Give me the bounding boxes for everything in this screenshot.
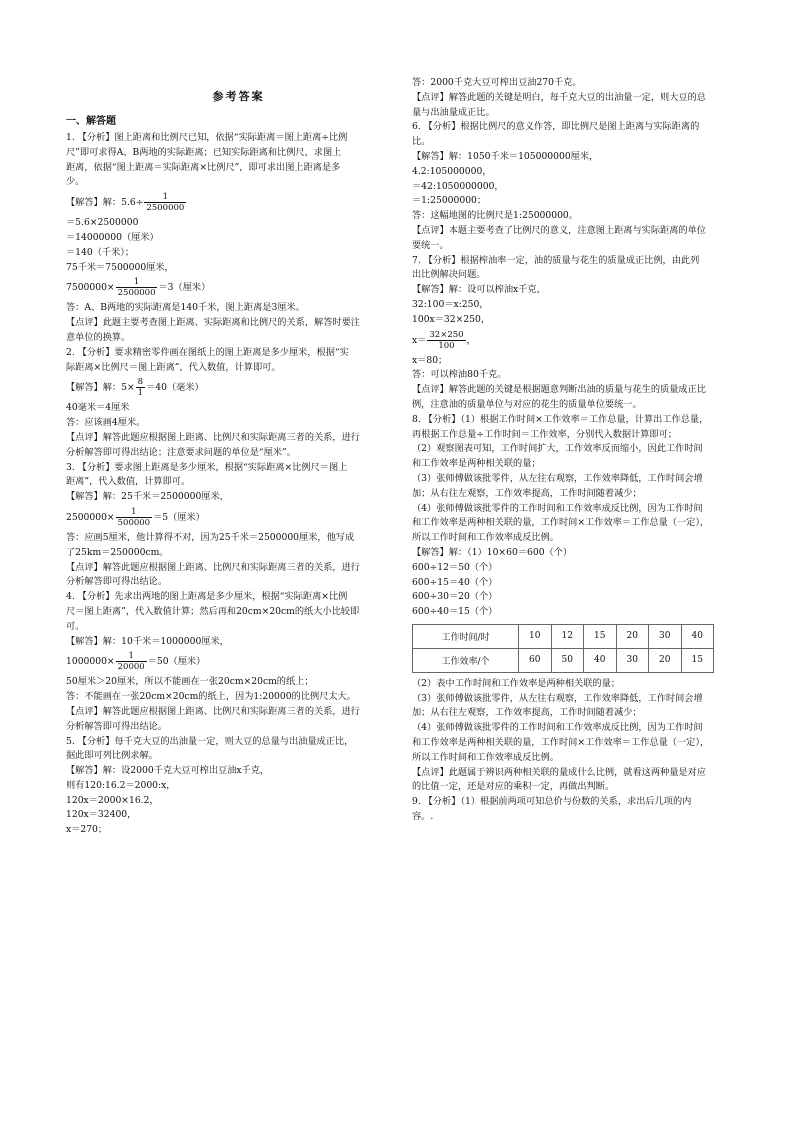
q3-comment: 【点评】解答此题应根据图上距离、比例尺和实际距离三者的关系，进行 xyxy=(66,561,360,573)
q6-analysis-line: 比。 xyxy=(412,136,431,148)
q1-step-text: 【解答】解：5.6÷ xyxy=(66,197,144,209)
q1-solution-step xyxy=(66,190,411,216)
fraction-denominator: 2500000 xyxy=(146,203,185,214)
q8-solution-step: 加；从右往左观察，工作效率提高，工作时间随着减少； xyxy=(412,707,642,719)
q4-solution-step: 【解答】解：10千米＝1000000厘米， xyxy=(66,635,229,647)
q2-comment: 【点评】解答此题应根据图上距离、比例尺和实际距离三者的关系，进行 xyxy=(66,431,360,443)
q8-analysis-line: （2）观察图表可知，工作时间扩大，工作效率反而缩小，因此工作时间 xyxy=(412,443,703,455)
q4-step-text: ＝50（厘米） xyxy=(147,656,206,668)
q3-solution-step: 【解答】解：25千米＝2500000厘米， xyxy=(66,491,229,503)
q4-answer: 答：不能画在一张20cm×20cm的纸上，因为1:20000的比例尺太大。 xyxy=(66,691,356,703)
fraction xyxy=(116,277,158,298)
q6-analysis-line: 6. 【分析】根据比例尺的意义作答，即比例尺是图上距离与实际距离的 xyxy=(412,121,700,133)
table-cell: 40 xyxy=(681,624,714,648)
q7-solution-step: 【解答】解：设可以榨油x千克， xyxy=(412,284,546,296)
q7-solution-step: 100x＝32×250， xyxy=(412,313,491,325)
q6-solution-step: 【解答】解：1050千米＝105000000厘米， xyxy=(412,150,599,162)
table-row-header: 工作效率/个 xyxy=(413,648,519,672)
q8-comment: 【点评】此题属于辨识两种相关联的量成什么比例，就看这两种量是对应 xyxy=(412,766,706,778)
q6-solution-step: ＝42:1050000000， xyxy=(412,180,504,192)
table-cell: 60 xyxy=(519,648,552,672)
q4-comment: 【点评】解答此题应根据图上距离、比例尺和实际距离三者的关系，进行 xyxy=(66,705,360,717)
q1-step-text: 7500000× xyxy=(66,282,115,294)
q8-analysis-line: 和工作效率是两种相关联的量； xyxy=(412,458,541,470)
q3-answer: 答：应画5厘米，他计算得不对，因为25千米＝2500000厘米，他写成 xyxy=(66,531,355,543)
table-cell: 15 xyxy=(584,624,617,648)
q9-analysis-line: 容。. xyxy=(412,811,434,823)
fraction xyxy=(116,651,147,672)
q5-answer: 答：2000千克大豆可榨出豆油270千克。 xyxy=(412,77,582,88)
q5-solution-step: x＝270； xyxy=(66,824,108,836)
q6-comment: 【点评】本题主要考查了比例尺的意义，注意图上距离与实际距离的单位 xyxy=(412,224,706,236)
q6-answer: 答：这幅地图的比例尺是1:25000000。 xyxy=(412,210,578,222)
q4-step-text: 1000000× xyxy=(66,656,115,668)
q8-analysis-line: 和工作效率是两种相关联的量，工作时间×工作效率＝工作总量（一定）， xyxy=(412,517,710,529)
q1-comment: 意单位的换算。 xyxy=(66,331,131,343)
q4-analysis-line: 4. 【分析】先求出两地的图上距离是多少厘米，根据“实际距离×比例 xyxy=(66,591,348,603)
page-title: 参考答案 xyxy=(212,90,265,103)
q2-answer: 答：应该画4厘米。 xyxy=(66,417,146,429)
q1-solution-step: ＝5.6×2500000 xyxy=(66,217,139,229)
q7-comment: 【点评】解答此题的关键是根据题意判断出油的质量与花生的质量成正比 xyxy=(412,384,706,396)
q3-step-text: ＝5（厘米） xyxy=(153,511,205,523)
q7-step-text: ， xyxy=(466,334,476,346)
table-cell: 50 xyxy=(551,648,584,672)
q1-analysis-line: 距离，依据“图上距离＝实际距离×比例尺”，即可求出图上距离是多 xyxy=(66,161,341,173)
q5-solution-step: 【解答】解：设2000千克大豆可榨出豆油x千克， xyxy=(66,765,270,777)
q2-analysis-line: 际距离×比例尺＝图上距离”，代入数值，计算即可。 xyxy=(66,361,281,373)
fraction-denominator: 1 xyxy=(137,388,144,399)
q4-solution-step xyxy=(66,649,411,675)
q5-comment: 量与出油量成正比。 xyxy=(412,106,495,118)
q7-solution-step: x＝80； xyxy=(412,354,448,366)
q1-analysis-line: 尺”即可求得A、B两地的实际距离；已知实际距离和比例尺，求图上 xyxy=(66,146,342,158)
q3-solution-step xyxy=(66,505,411,531)
fraction-numerator: 1 xyxy=(116,277,158,288)
q8-solution-step: （3）张师傅做该批零件，从左往右观察，工作效率降低，工作时间会增 xyxy=(412,692,703,704)
q8-analysis-line: 再根据工作总量÷工作时间＝工作效率，分别代入数据计算即可； xyxy=(412,428,677,440)
left-column xyxy=(66,80,411,838)
q6-solution-step: ＝1:25000000； xyxy=(412,195,487,207)
q1-comment: 【点评】此题主要考查图上距离、实际距离和比例尺的关系，解答时要注 xyxy=(66,317,360,329)
q5-solution-step: 120x＝32400， xyxy=(66,809,137,821)
q8-solution-step: 600÷40＝15（个） xyxy=(412,606,498,618)
q8-solution-step: 所以工作时间和工作效率成反比例。 xyxy=(412,751,559,763)
q7-comment: 例，注意油的质量单位与对应的花生的质量单位要统一。 xyxy=(412,398,642,410)
q7-solution-step: 32:100＝x:250， xyxy=(412,298,489,310)
table-cell: 12 xyxy=(551,624,584,648)
q4-solution-step: 50厘米＞20厘米，所以不能画在一张20cm×20cm的纸上； xyxy=(66,676,314,688)
fraction-numerator: 32×250 xyxy=(429,329,464,340)
fraction-denominator: 500000 xyxy=(117,517,151,528)
fraction xyxy=(136,377,145,398)
q3-answer: 了25km＝250000cm。 xyxy=(66,546,169,558)
q2-analysis-line: 2. 【分析】要求精密零件画在图纸上的图上距离是多少厘米，根据“实 xyxy=(66,346,349,358)
table-cell: 10 xyxy=(519,624,552,648)
q8-analysis-line: （4）张师傅做该批零件的工作时间和工作效率成反比例，因为工作时间 xyxy=(412,502,703,514)
fraction xyxy=(116,507,152,528)
table-cell: 15 xyxy=(681,648,714,672)
q8-solution-step: 600÷12＝50（个） xyxy=(412,561,498,573)
fraction-numerator: 1 xyxy=(116,651,147,662)
q8-analysis-line: 8. 【分析】（1）根据工作时间×工作效率＝工作总量，计算出工作总量， xyxy=(412,413,709,425)
q3-analysis-line: 3. 【分析】要求图上距离是多少厘米，根据“实际距离×比例尺＝图上 xyxy=(66,461,348,473)
q7-analysis-line: 7. 【分析】根据榨油率一定，油的质量与花生的质量成正比例，由此列 xyxy=(412,254,700,266)
q7-analysis-line: 出比例解决问题。 xyxy=(412,269,486,281)
q3-step-text: 2500000× xyxy=(66,511,115,523)
table-row-header: 工作时间/时 xyxy=(413,624,519,648)
table-cell: 30 xyxy=(649,624,682,648)
table-row xyxy=(413,648,714,672)
q3-comment: 分析解答即可得出结论。 xyxy=(66,576,168,588)
table-cell: 20 xyxy=(649,648,682,672)
q6-solution-step: 4.2:105000000， xyxy=(412,165,492,177)
q8-solution-step: （2）表中工作时间和工作效率是两种相关联的量； xyxy=(412,677,620,689)
q8-solution-step: （4）张师傅做该批零件的工作时间和工作效率成反比例，因为工作时间 xyxy=(412,722,703,734)
q2-solution-step: 40毫米＝4厘米 xyxy=(66,402,130,414)
fraction-denominator: 20000 xyxy=(117,662,145,673)
table-cell: 30 xyxy=(616,648,649,672)
q1-solution-step: ＝140（千米）； xyxy=(66,246,135,258)
q8-solution-step: 和工作效率是两种相关联的量，工作时间×工作效率＝工作总量（一定）， xyxy=(412,737,710,749)
q2-comment: 分析解答即可得出结论；注意要求问题的单位是“厘米”。 xyxy=(66,446,296,458)
q1-step-text: ＝3（厘米） xyxy=(158,282,211,294)
q1-analysis-line: 少。 xyxy=(66,176,85,188)
q1-solution-step xyxy=(66,275,411,301)
q2-step-text: ＝40（毫米） xyxy=(146,382,204,394)
fraction-denominator: 2500000 xyxy=(117,288,156,299)
q2-step-text: 【解答】解：5× xyxy=(66,382,135,394)
q1-answer: 答：A、B两地的实际距离是140千米，图上距离是3厘米。 xyxy=(66,302,305,314)
q4-analysis-line: 尺＝图上距离”，代入数值计算；然后再和20cm×20cm的纸大小比较即 xyxy=(66,605,360,617)
q5-comment: 【点评】解答此题的关键是明白，每千克大豆的出油量一定，则大豆的总 xyxy=(412,91,706,103)
q8-analysis-line: 加；从右往左观察，工作效率提高，工作时间随着减少； xyxy=(412,487,642,499)
q7-solution-step xyxy=(412,328,757,354)
q4-analysis-line: 可。 xyxy=(66,620,85,632)
right-column xyxy=(412,76,757,825)
table-cell: 40 xyxy=(584,648,617,672)
q4-comment: 分析解答即可得出结论。 xyxy=(66,720,168,732)
fraction-denominator: 100 xyxy=(438,340,455,351)
q3-analysis-line: 距离”，代入数值，计算即可。 xyxy=(66,476,191,488)
q2-solution-step xyxy=(66,375,411,401)
fraction-numerator: 1 xyxy=(144,192,186,203)
q5-solution-step: 则有120:16.2＝2000:x， xyxy=(66,779,176,791)
q1-analysis-line: 1. 【分析】图上距离和比例尺已知，依据“实际距离＝图上距离÷比例 xyxy=(66,132,348,143)
q1-solution-step: 75千米＝7500000厘米， xyxy=(66,261,174,273)
q8-solution-step: 600÷30＝20（个） xyxy=(412,591,498,603)
q7-step-text: x＝ xyxy=(412,334,427,346)
q7-answer: 答：可以榨油80千克。 xyxy=(412,369,507,381)
work-table xyxy=(412,624,714,673)
fraction xyxy=(144,192,186,213)
q8-analysis-line: （3）张师傅做该批零件，从左往右观察，工作效率降低，工作时间会增 xyxy=(412,472,703,484)
q6-comment: 要统一。 xyxy=(412,239,449,251)
q8-solution-step: 【解答】解：（1）10×60＝600（个） xyxy=(412,546,573,558)
fraction-numerator: 1 xyxy=(116,507,152,518)
section-heading: 一、解答题 xyxy=(66,116,116,127)
fraction xyxy=(427,330,465,351)
q8-comment: 的比值一定，还是对应的乘积一定，再做出判断。 xyxy=(412,781,615,793)
q1-solution-step: ＝14000000（厘米） xyxy=(66,231,159,243)
q5-analysis-line: 据此即可列比例求解。 xyxy=(66,750,158,762)
table-row xyxy=(413,624,714,648)
q9-analysis-line: 9. 【分析】（1）根据前两项可知总价与份数的关系，求出后几项的内 xyxy=(412,796,692,808)
q8-solution-step: 600÷15＝40（个） xyxy=(412,576,498,588)
table-cell: 20 xyxy=(616,624,649,648)
q8-analysis-line: 所以工作时间和工作效率成反比例。 xyxy=(412,532,559,544)
q5-analysis-line: 5. 【分析】每千克大豆的出油量一定，则大豆的总量与出油量成正比， xyxy=(66,735,354,747)
q5-solution-step: 120x＝2000×16.2， xyxy=(66,794,159,806)
fraction-numerator: 8 xyxy=(137,377,144,388)
